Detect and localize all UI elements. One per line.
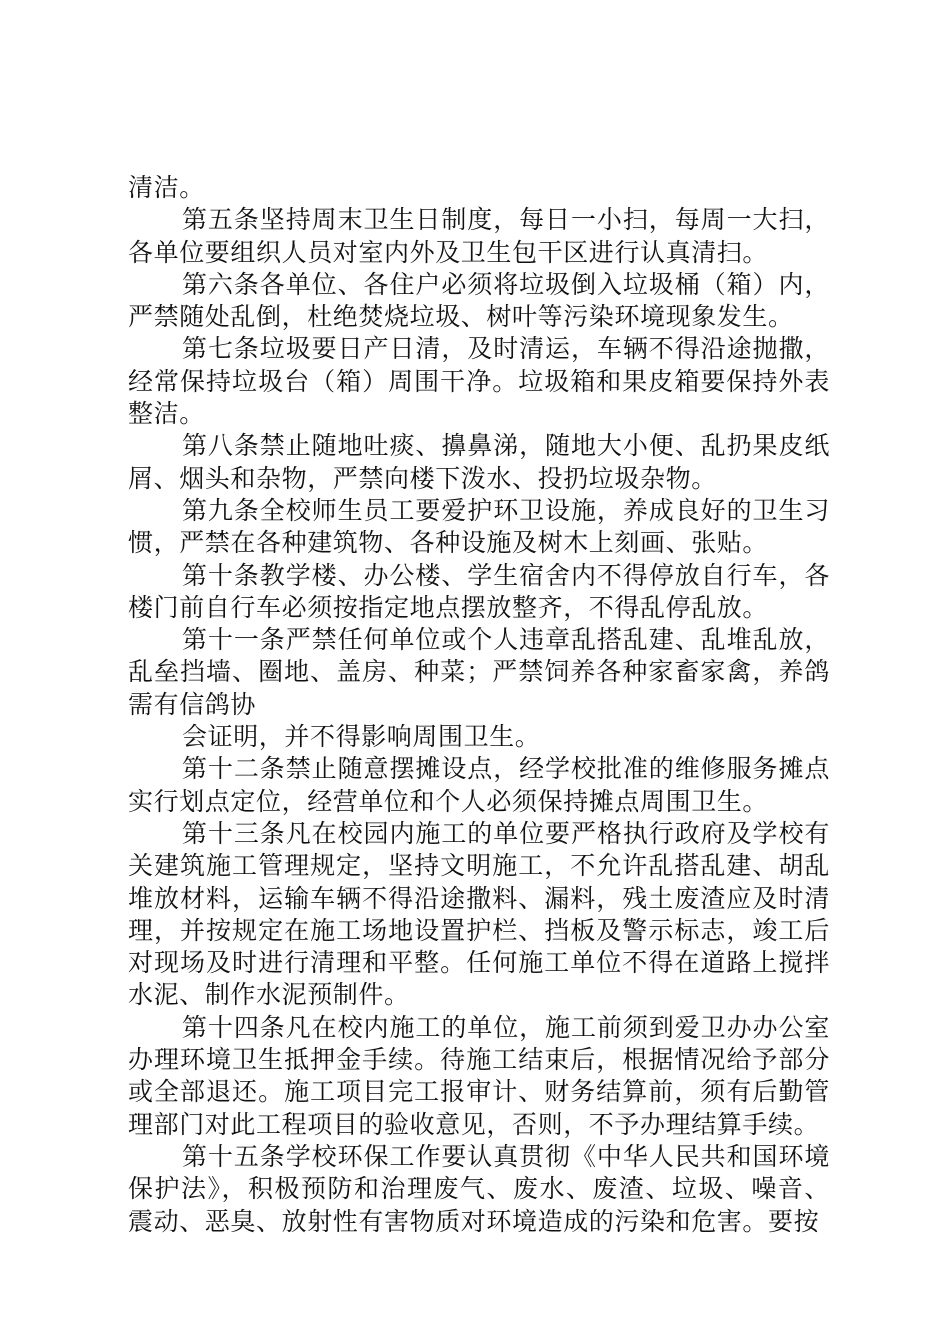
paragraph-article-10: 第十条教学楼、办公楼、学生宿舍内不得停放自行车，各楼门前自行车必须按指定地点摆放整齐，不得乱停乱放。 (128, 560, 830, 622)
paragraph-continuation: 清洁。 (128, 173, 205, 202)
paragraph-article-14: 第十四条凡在校内施工的单位，施工前须到爱卫办办公室办理环境卫生抵押金手续。待施工结束后，根据情况给予部分或全部退还。施工项目完工报审计、财务结算前，须有后勤管理部门对此工程项目的验收意见，否则，不予办理结算手续。 (128, 1012, 830, 1139)
body-text (128, 172, 830, 1238)
paragraph-article-13: 第十三条凡在校园内施工的单位要严格执行政府及学校有关建筑施工管理规定，坚持文明施工，不允许乱搭乱建、胡乱堆放材料，运输车辆不得沿途撒料、漏料，残土废渣应及时清理，并按规定在施工场地设置护栏、挡板及警示标志，竣工后对现场及时进行清理和平整。任何施工单位不得在道路上搅拌水泥、制作水泥预制件。 (128, 818, 830, 1010)
paragraph-article-15: 第十五条学校环保工作要认真贯彻《中华人民共和国环境保护法》，积极预防和治理废气、废水、废渣、垃圾、噪音、震动、恶臭、放射性有害物质对环境造成的污染和危害。要按 (128, 1141, 830, 1236)
paragraph-article-7: 第七条垃圾要日产日清，及时清运，车辆不得沿途抛撒，经常保持垃圾台（箱）周围干净。垃圾箱和果皮箱要保持外表整洁。 (128, 334, 830, 429)
paragraph-article-11-continued: 会证明，并不得影响周围卫生。 (182, 722, 541, 752)
paragraph-article-9: 第九条全校师生员工要爱护环卫设施，养成良好的卫生习惯，严禁在各种建筑物、各种设施及树木上刻画、张贴。 (128, 495, 830, 558)
paragraph-article-8: 第八条禁止随地吐痰、擤鼻涕，随地大小便、乱扔果皮纸屑、烟头和杂物，严禁向楼下泼水、投扔垃圾杂物。 (128, 431, 830, 493)
paragraph-article-5: 第五条坚持周末卫生日制度，每日一小扫，每周一大扫，各单位要组织人员对室内外及卫生包干区进行认真清扫。 (128, 205, 830, 267)
paragraph-article-11: 第十一条严禁任何单位或个人违章乱搭乱建、乱堆乱放，乱垒挡墙、圈地、盖房、种菜；严禁饲养各种家畜家禽，养鸽需有信鸽协 (128, 625, 830, 719)
paragraph-article-12: 第十二条禁止随意摆摊设点，经学校批准的维修服务摊点实行划点定位，经营单位和个人必须保持摊点周围卫生。 (128, 754, 830, 816)
paragraph-article-6: 第六条各单位、各住户必须将垃圾倒入垃圾桶（箱）内，严禁随处乱倒，杜绝焚烧垃圾、树叶等污染环境现象发生。 (128, 269, 830, 332)
